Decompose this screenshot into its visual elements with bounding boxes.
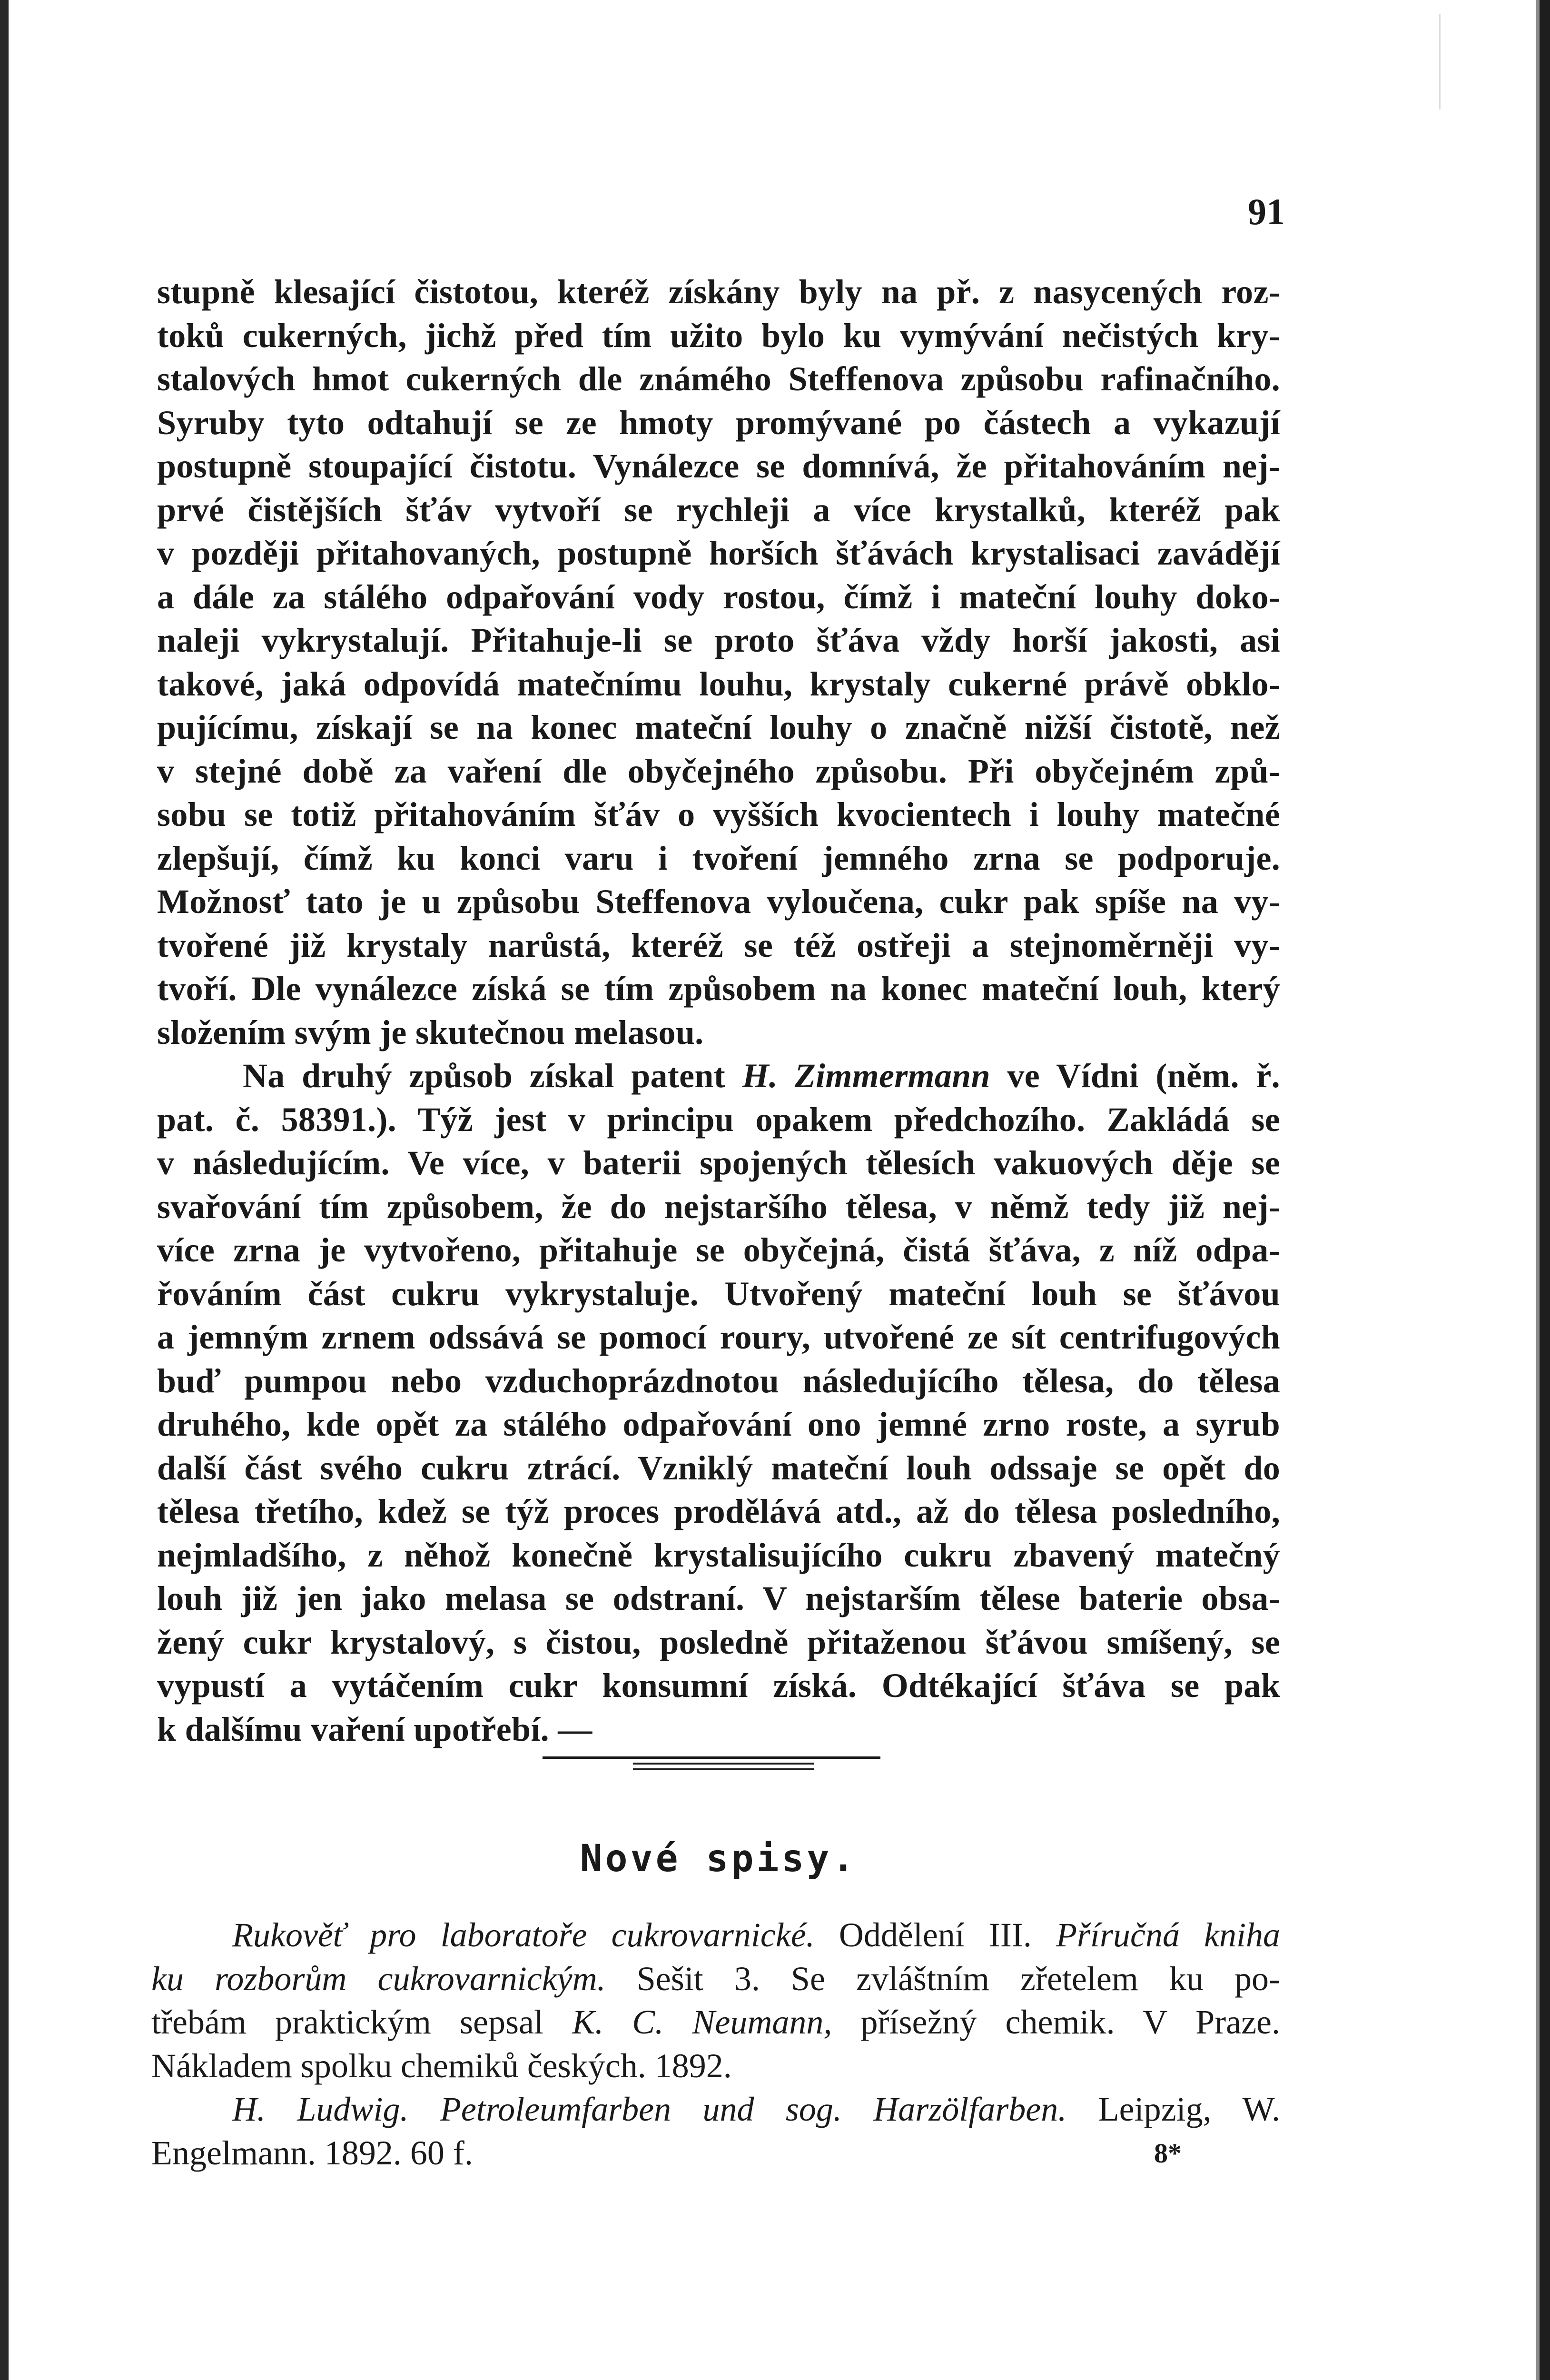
divider-rule bbox=[633, 1768, 814, 1770]
text-fragment: přísežný chemik. V Praze. bbox=[860, 2003, 1280, 2041]
text-line: pujícímu, získají se na konec mateční louhy o značně nižší čistotě, než bbox=[157, 708, 1280, 746]
text-line: více zrna je vytvořeno, přitahuje se obyčejná, čistá šťáva, z níž odpa- bbox=[157, 1231, 1280, 1269]
paragraph-1 bbox=[157, 270, 1280, 1054]
text-line: vypustí a vytáčením cukr konsumní získá. Odtékající šťáva se pak bbox=[157, 1666, 1280, 1705]
book-title: Rukověť pro laboratoře cukrovarnické. bbox=[232, 1916, 815, 1954]
text-line: Syruby tyto odtahují se ze hmoty promývané po částech a vykazují bbox=[157, 403, 1280, 442]
book-entry-line: Engelmann. 1892. 60 f. bbox=[151, 2133, 473, 2172]
author-name: K. C. Neumann, bbox=[572, 2003, 832, 2041]
text-line: naleji vykrystalují. Přitahuje-li se proto šťáva vždy horší jakosti, asi bbox=[157, 621, 1280, 659]
book-entry-line: Nákladem spolku chemiků českých. 1892. bbox=[151, 2046, 732, 2085]
book-entry-line bbox=[151, 2088, 1280, 2132]
text-line: pat. č. 58391.). Týž jest v principu opakem předchozího. Zakládá se bbox=[157, 1100, 1280, 1139]
text-line: postupně stoupající čistotu. Vynálezce se domnívá, že přitahováním nej- bbox=[157, 447, 1280, 485]
text-line: v stejné době za vaření dle obyčejného způsobu. Při obyčejném způ- bbox=[157, 752, 1280, 790]
scan-edge-shadow bbox=[1536, 0, 1540, 2380]
text-line: stupně klesající čistotou, kteréž získány byly na př. z nasycených roz- bbox=[157, 273, 1280, 311]
text-fragment: Na druhý způsob získal patent bbox=[243, 1057, 725, 1095]
scan-edge-right bbox=[1540, 0, 1550, 2380]
book-title: Petroleumfarben und sog. Harzölfarben. bbox=[440, 2090, 1067, 2128]
person-name: H. Zimmermann bbox=[742, 1057, 990, 1095]
text-line: druhého, kde opět za stálého odpařování ono jemné zrno roste, a syrub bbox=[157, 1405, 1280, 1443]
text-line: a dále za stálého odpařování vody rostou, čímž i mateční louhy doko- bbox=[157, 577, 1280, 616]
text-line: žený cukr krystalový, s čistou, posledně přitaženou šťávou smíšený, se bbox=[157, 1623, 1280, 1661]
text-line: a jemným zrnem odssává se pomocí roury, utvořené ze sít centrifugových bbox=[157, 1318, 1280, 1356]
text-line: svařování tím způsobem, že do nejstaršího tělesa, v němž tedy již nej- bbox=[157, 1187, 1280, 1226]
text-line: tělesa třetího, kdež se týž proces prodělává atd., až do tělesa posledního, bbox=[157, 1492, 1280, 1530]
author-name: H. Ludwig. bbox=[232, 2090, 409, 2128]
text-line: prvé čistějších šťáv vytvoří se rychleji a více krystalků, kteréž pak bbox=[157, 490, 1280, 529]
text-fragment: třebám praktickým sepsal bbox=[151, 2003, 543, 2041]
text-line: zlepšují, čímž ku konci varu i tvoření jemného zrna se podporuje. bbox=[157, 839, 1280, 877]
text-fragment: Oddělení III. bbox=[839, 1916, 1032, 1954]
divider-rule bbox=[633, 1763, 814, 1765]
page-number: 91 bbox=[1248, 191, 1285, 232]
text-line: složením svým je skutečnou melasou. bbox=[157, 1013, 704, 1051]
text-line: tvořené již krystaly narůstá, kteréž se též ostřeji a stejnoměrněji vy- bbox=[157, 926, 1280, 964]
printer-signature: 8* bbox=[1154, 2138, 1182, 2169]
section-heading: Nové spisy. bbox=[580, 1837, 858, 1880]
text-line: stalových hmot cukerných dle známého Steffenova způsobu rafinačního. bbox=[157, 360, 1280, 398]
text-fragment: Leipzig, W. bbox=[1098, 2090, 1281, 2128]
book-list bbox=[151, 1914, 1280, 2175]
section-divider bbox=[543, 1756, 880, 1774]
text-line: k dalšímu vaření upotřebí. — bbox=[157, 1710, 592, 1748]
text-line: v později přitahovaných, postupně horších šťávách krystalisaci zavádějí bbox=[157, 534, 1280, 572]
scan-edge-left bbox=[0, 0, 9, 2380]
text-fragment: ve Vídni (něm. ř. bbox=[1007, 1057, 1280, 1095]
text-line: nejmladšího, z něhož konečně krystalisujícího cukru zbavený matečný bbox=[157, 1536, 1280, 1574]
text-line: Možnosť tato je u způsobu Steffenova vyloučena, cukr pak spíše na vy- bbox=[157, 883, 1280, 921]
book-entry-line bbox=[151, 1914, 1280, 1957]
text-line: toků cukerných, jichž před tím užito bylo ku vymývání nečistých kry- bbox=[157, 316, 1280, 355]
divider-rule bbox=[543, 1756, 880, 1759]
book-entry-line bbox=[151, 1957, 1280, 2001]
paragraph-2 bbox=[157, 1054, 1280, 1751]
text-line bbox=[157, 1054, 1280, 1098]
scan-corner-mark bbox=[1439, 14, 1531, 109]
book-entry-line bbox=[151, 2001, 1280, 2044]
text-fragment: Sešit 3. Se zvláštním zřetelem ku po- bbox=[636, 1959, 1280, 1998]
text-line: buď pumpou nebo vzduchoprázdnotou následujícího tělesa, do tělesa bbox=[157, 1361, 1280, 1400]
text-line: v následujícím. Ve více, v baterii spojených tělesích vakuových děje se bbox=[157, 1144, 1280, 1182]
book-title: ku rozborům cukrovarnickým. bbox=[151, 1959, 606, 1998]
text-line: sobu se totiž přitahováním šťáv o vyšších kvocientech i louhy matečné bbox=[157, 795, 1280, 833]
text-line: řováním část cukru vykrystaluje. Utvořený mateční louh se šťávou bbox=[157, 1274, 1280, 1313]
book-title: Příručná kniha bbox=[1056, 1916, 1281, 1954]
text-line: takové, jaká odpovídá matečnímu louhu, krystaly cukerné právě obklo- bbox=[157, 664, 1280, 703]
text-line: další část svého cukru ztrácí. Vzniklý mateční louh odssaje se opět do bbox=[157, 1448, 1280, 1487]
text-line: louh již jen jako melasa se odstraní. V nejstarším tělese baterie obsa- bbox=[157, 1579, 1280, 1617]
text-line: tvoří. Dle vynálezce získá se tím způsobem na konec mateční louh, který bbox=[157, 970, 1280, 1008]
